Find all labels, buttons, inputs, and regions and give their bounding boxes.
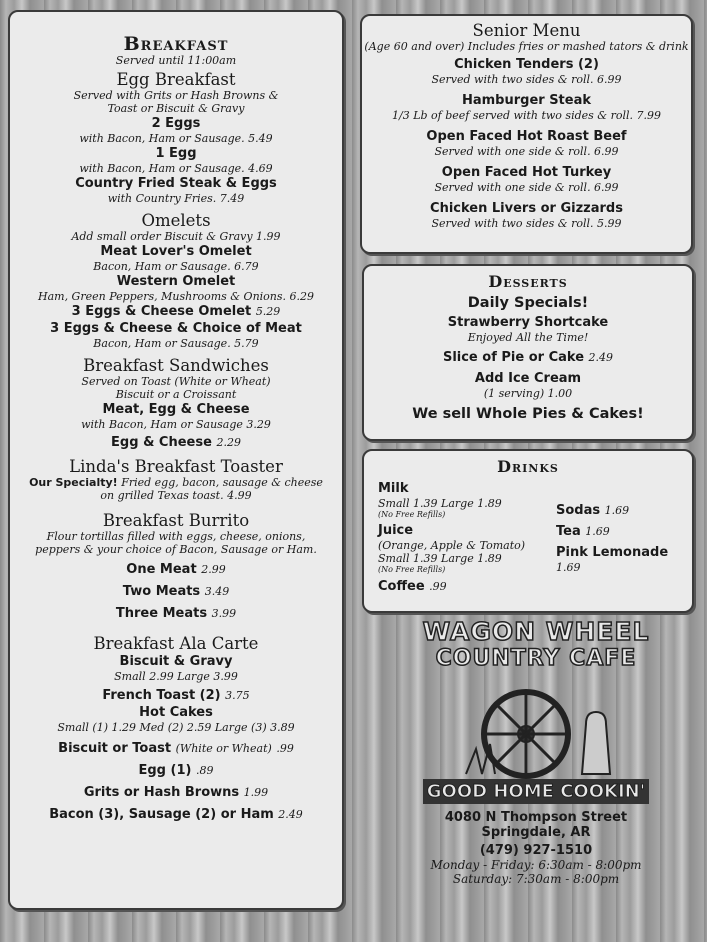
drink-note: (No Free Refills) [378, 510, 446, 519]
menu-item-price: .89 [195, 764, 214, 777]
menu-item-price: 1.99 [243, 786, 269, 799]
drink-item [378, 579, 556, 595]
burrito-desc: peppers & your choice of Bacon, Sausage or Ham. [35, 543, 317, 556]
menu-item-name: Egg & Cheese [111, 435, 212, 450]
menu-item [10, 603, 342, 625]
menu-item-desc: with Bacon, Ham or Sausage 3.29 [81, 418, 271, 431]
menu-item-price: 5.29 [255, 305, 281, 318]
menu-item-price: 3.49 [204, 585, 230, 598]
logo-line-1: WAGON WHEEL [422, 617, 650, 646]
phone-number: (479) 927-1510 [479, 843, 593, 858]
menu-item-name: 3 Eggs & Cheese Omelet [71, 304, 252, 319]
egg-breakfast-desc: Served with Grits or Hash Browns & [73, 89, 279, 102]
drink-kinds: (Orange, Apple & Tomato) [378, 539, 526, 552]
menu-item: Western Omelet [116, 274, 236, 289]
menu-item: 2 Eggs [151, 116, 201, 131]
menu-item: Biscuit & Gravy [119, 654, 233, 669]
menu-item: Strawberry Shortcake [447, 315, 609, 330]
menu-item [10, 738, 342, 760]
menu-item [10, 559, 342, 581]
drinks-col-left [378, 481, 556, 595]
sandwiches-desc: Served on Toast (White or Wheat) [81, 375, 271, 388]
menu-item-desc: Small 2.99 Large 3.99 [114, 670, 238, 683]
menu-item [10, 687, 342, 704]
menu-item-name: Three Meats [115, 606, 208, 621]
menu-item-name: Slice of Pie or Cake [442, 350, 585, 365]
breakfast-panel [8, 10, 344, 910]
menu-item-desc: (1 serving) 1.00 [483, 387, 573, 400]
drink-name: Sodas [556, 503, 601, 518]
menu-item: 3 Eggs & Cheese & Choice of Meat [50, 321, 302, 336]
drink-name: Tea [556, 524, 581, 539]
ala-carte-title: Breakfast Ala Carte [93, 634, 259, 653]
toaster-lead: Our Specialty! [29, 476, 118, 489]
desserts-title: Desserts [488, 272, 568, 291]
burrito-desc: Flour tortillas filled with eggs, cheese, onions, [46, 530, 306, 543]
menu-item: Hamburger Steak [461, 93, 592, 108]
menu-item: Hot Cakes [139, 705, 213, 720]
menu-item [10, 303, 342, 320]
breakfast-served: Served until 11:00am [115, 54, 237, 67]
menu-item-name: Two Meats [122, 584, 201, 599]
menu-item-desc: Served with one side & roll. 6.99 [434, 181, 619, 194]
drinks-title: Drinks [497, 457, 559, 476]
daily-specials: Daily Specials! [467, 295, 589, 311]
hours-saturday: Saturday: 7:30am - 8:00pm [452, 872, 620, 886]
menu-item-price: 2.49 [588, 351, 614, 364]
menu-item-name: Biscuit or Toast [58, 741, 172, 756]
drink-price: 1.69 [604, 504, 630, 517]
whole-pies-note: We sell Whole Pies & Cakes! [412, 406, 644, 422]
menu-item-desc: with Bacon, Ham or Sausage. 5.49 [79, 132, 273, 145]
menu-item: Meat, Egg & Cheese [102, 402, 250, 417]
drink-price: .99 [429, 580, 447, 593]
address-street: 4080 N Thompson Street [444, 810, 628, 825]
menu-item-desc: Small (1) 1.29 Med (2) 2.59 Large (3) 3.89 [57, 721, 295, 734]
drink-note: (No Free Refills) [378, 565, 446, 574]
menu-item: Add Ice Cream [474, 371, 582, 386]
drinks-panel [362, 449, 694, 613]
menu-item-desc: Ham, Green Peppers, Mushrooms & Onions. 6.29 [37, 290, 315, 303]
drink-item [556, 503, 668, 519]
desserts-panel [362, 264, 694, 441]
menu-item [10, 581, 342, 603]
menu-item-price: 2.49 [278, 808, 303, 821]
menu-item-price: .99 [276, 742, 294, 755]
logo-line-2: COUNTRY CAFE [435, 646, 637, 671]
menu-item-name: French Toast (2) [102, 688, 221, 703]
drink-sizes: Small 1.39 Large 1.89 [378, 497, 502, 510]
menu-item-name: Bacon (3), Sausage (2) or Ham [49, 807, 274, 822]
menu-item [10, 760, 342, 782]
menu-item-price: 3.99 [211, 607, 237, 620]
drink-sizes: Small 1.39 Large 1.89 [378, 552, 502, 565]
menu-item [10, 804, 342, 826]
senior-desc: (Age 60 and over) Includes fries or mashed tators & drink [364, 40, 689, 53]
menu-item-name: One Meat [126, 562, 197, 577]
menu-item-desc: Served with two sides & roll. 6.99 [431, 73, 622, 86]
menu-item: Open Faced Hot Turkey [441, 165, 612, 180]
drink-price: 1.69 [556, 561, 581, 574]
menu-item: Chicken Tenders (2) [454, 57, 599, 72]
menu-item: 1 Egg [155, 146, 197, 161]
sandwiches-title: Breakfast Sandwiches [83, 356, 269, 375]
menu-item: Open Faced Hot Roast Beef [426, 129, 627, 144]
cafe-logo-block [420, 618, 652, 918]
senior-panel [360, 14, 693, 254]
menu-item: Meat Lover's Omelet [100, 244, 252, 259]
menu-item-desc: with Bacon, Ham or Sausage. 4.69 [79, 162, 273, 175]
toaster-desc [10, 476, 342, 489]
burrito-title: Breakfast Burrito [102, 511, 250, 530]
menu-item [364, 349, 692, 366]
menu-item-desc: Enjoyed All the Time! [467, 331, 589, 344]
logo-tagline: GOOD HOME COOKIN' [423, 779, 649, 804]
menu-item-desc: Bacon, Ham or Sausage. 5.79 [93, 337, 259, 350]
drink-item: Juice [378, 523, 414, 538]
menu-item-name: Egg (1) [138, 763, 192, 778]
menu-item-note: (White or Wheat) [175, 742, 272, 755]
menu-item-desc: Served with one side & roll. 6.99 [434, 145, 619, 158]
menu-item: Country Fried Steak & Eggs [75, 176, 277, 191]
breakfast-title: Breakfast [123, 33, 229, 55]
drinks-col-right [556, 481, 668, 595]
hours-weekday: Monday - Friday: 6:30am - 8:00pm [430, 858, 642, 872]
menu-item-desc: Served with two sides & roll. 5.99 [431, 217, 622, 230]
toaster-title: Linda's Breakfast Toaster [69, 457, 283, 476]
menu-item [10, 434, 342, 451]
drink-price: 1.69 [585, 525, 610, 538]
menu-item-name: Grits or Hash Browns [83, 785, 240, 800]
sandwiches-desc: Biscuit or a Croissant [115, 388, 237, 401]
egg-breakfast-title: Egg Breakfast [116, 70, 236, 89]
menu-item-desc: 1/3 Lb of beef served with two sides & roll. 7.99 [392, 109, 661, 122]
drink-name: Coffee [378, 579, 425, 594]
wagon-wheel-icon [451, 674, 621, 779]
drink-item: Milk [378, 481, 409, 496]
drink-item: Pink Lemonade [556, 545, 669, 560]
menu-item-desc: with Country Fries. 7.49 [107, 192, 245, 205]
drinks-grid [364, 477, 692, 595]
menu-item: Chicken Livers or Gizzards [430, 201, 623, 216]
omelets-desc: Add small order Biscuit & Gravy 1.99 [71, 230, 281, 243]
menu-item [10, 782, 342, 804]
menu-item-desc: Bacon, Ham or Sausage. 6.79 [93, 260, 259, 273]
menu-item-price: 2.99 [201, 563, 226, 576]
menu-item-price: 3.75 [225, 689, 250, 702]
toaster-desc-text: Fried egg, bacon, sausage & cheese [121, 476, 323, 489]
senior-title: Senior Menu [472, 21, 581, 40]
menu-item-price: 2.29 [216, 436, 241, 449]
drink-item [556, 524, 668, 540]
address-city: Springdale, AR [481, 825, 591, 840]
omelets-title: Omelets [141, 211, 211, 230]
toaster-desc: on grilled Texas toast. 4.99 [100, 489, 252, 502]
egg-breakfast-desc: Toast or Biscuit & Gravy [107, 102, 245, 115]
